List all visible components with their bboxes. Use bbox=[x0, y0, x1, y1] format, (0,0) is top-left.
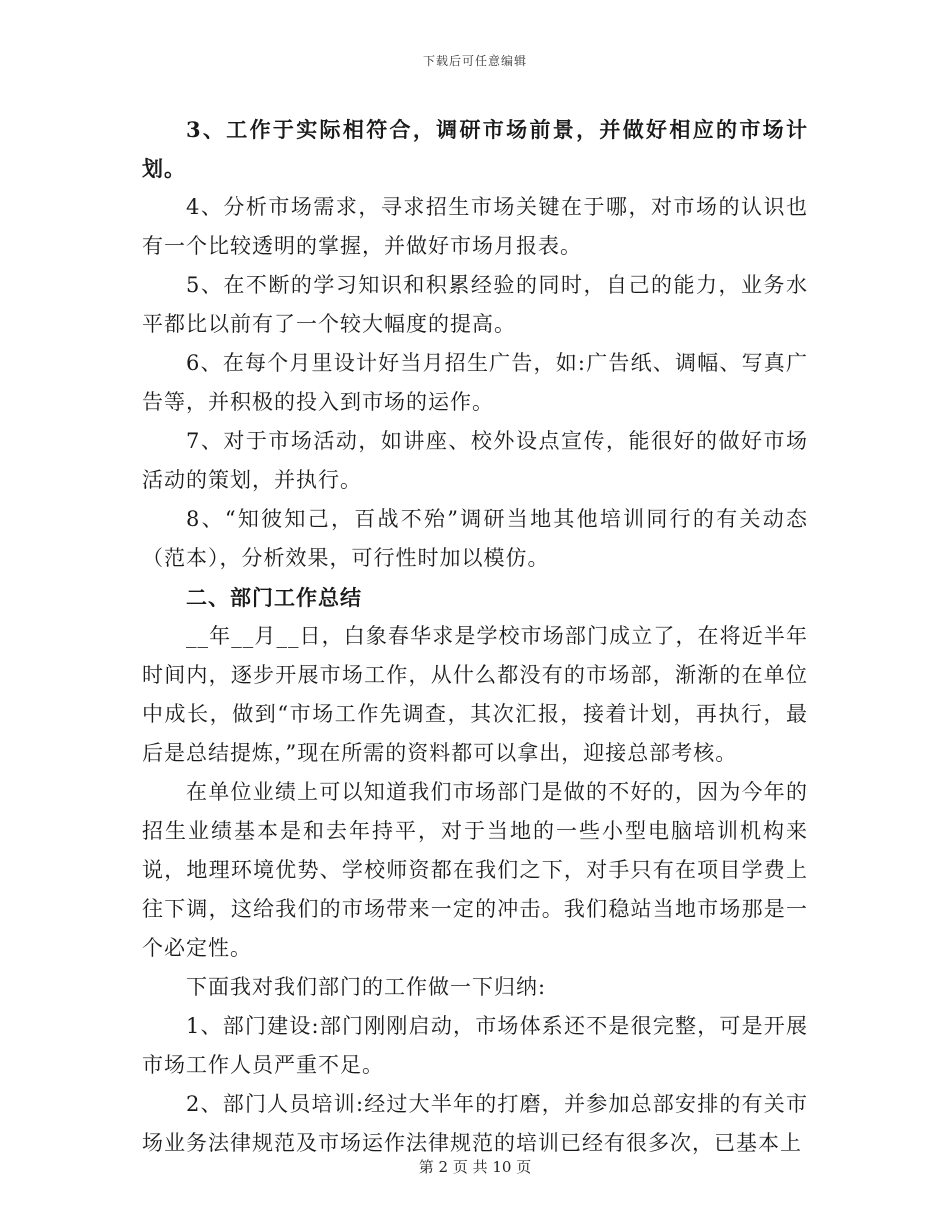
paragraph-item-5: 5、在不断的学习知识和积累经验的同时，自己的能力，业务水平都比以前有了一个较大幅度的提高。 bbox=[142, 273, 808, 336]
document-body bbox=[142, 110, 808, 1163]
paragraph-staff-training: 2、部门人员培训:经过大半年的打磨，并参加总部安排的有关市场业务法律规范及市场运作法律规范的培训已经有很多次，已基本上 bbox=[142, 1092, 808, 1155]
paragraph-item-4: 4、分析市场需求，寻求招生市场关键在于哪，对市场的认识也有一个比较透明的掌握，并做好市场月报表。 bbox=[142, 195, 808, 258]
page-footer: 第 2 页 共 10 页 bbox=[418, 1158, 532, 1176]
paragraph-summary-intro: 下面我对我们部门的工作做一下归纳: bbox=[186, 975, 547, 999]
paragraph-department-building: 1、部门建设:部门刚刚启动，市场体系还不是很完整，可是开展市场工作人员严重不足。 bbox=[142, 1014, 808, 1077]
section-heading: 二、部门工作总结 bbox=[186, 585, 362, 610]
page-header: 下载后可任意编辑 bbox=[422, 54, 527, 68]
paragraph-item-6: 6、在每个月里设计好当月招生广告，如:广告纸、调幅、写真广告等，并积极的投入到市场的运作。 bbox=[142, 351, 808, 414]
paragraph-performance: 在单位业绩上可以知道我们市场部门是做的不好的，因为今年的招生业绩基本是和去年持平，对于当地的一些小型电脑培训机构来说，地理环境优势、学校师资都在我们之下，对手只有在项目学费上往下调，这给我们的市场带来一定的冲击。我们稳站当地市场那是一个必定性。 bbox=[142, 780, 808, 960]
paragraph-item-8: 8、“知彼知己，百战不殆”调研当地其他培训同行的有关动态（范本），分析效果，可行性时加以模仿。 bbox=[142, 507, 808, 570]
paragraph-item-3: 3、工作于实际相符合，调研市场前景，并做好相应的市场计划。 bbox=[142, 117, 808, 181]
paragraph-department-founding: __年__月__日，白象春华求是学校市场部门成立了，在将近半年时间内，逐步开展市场工作，从什么都没有的市场部，渐渐的在单位中成长，做到“市场工作先调查，其次汇报，接着计划，再执行，最后是总结提炼，”现在所需的资料都可以拿出，迎接总部考核。 bbox=[142, 624, 808, 765]
paragraph-item-7: 7、对于市场活动，如讲座、校外设点宣传，能很好的做好市场活动的策划，并执行。 bbox=[142, 429, 808, 492]
